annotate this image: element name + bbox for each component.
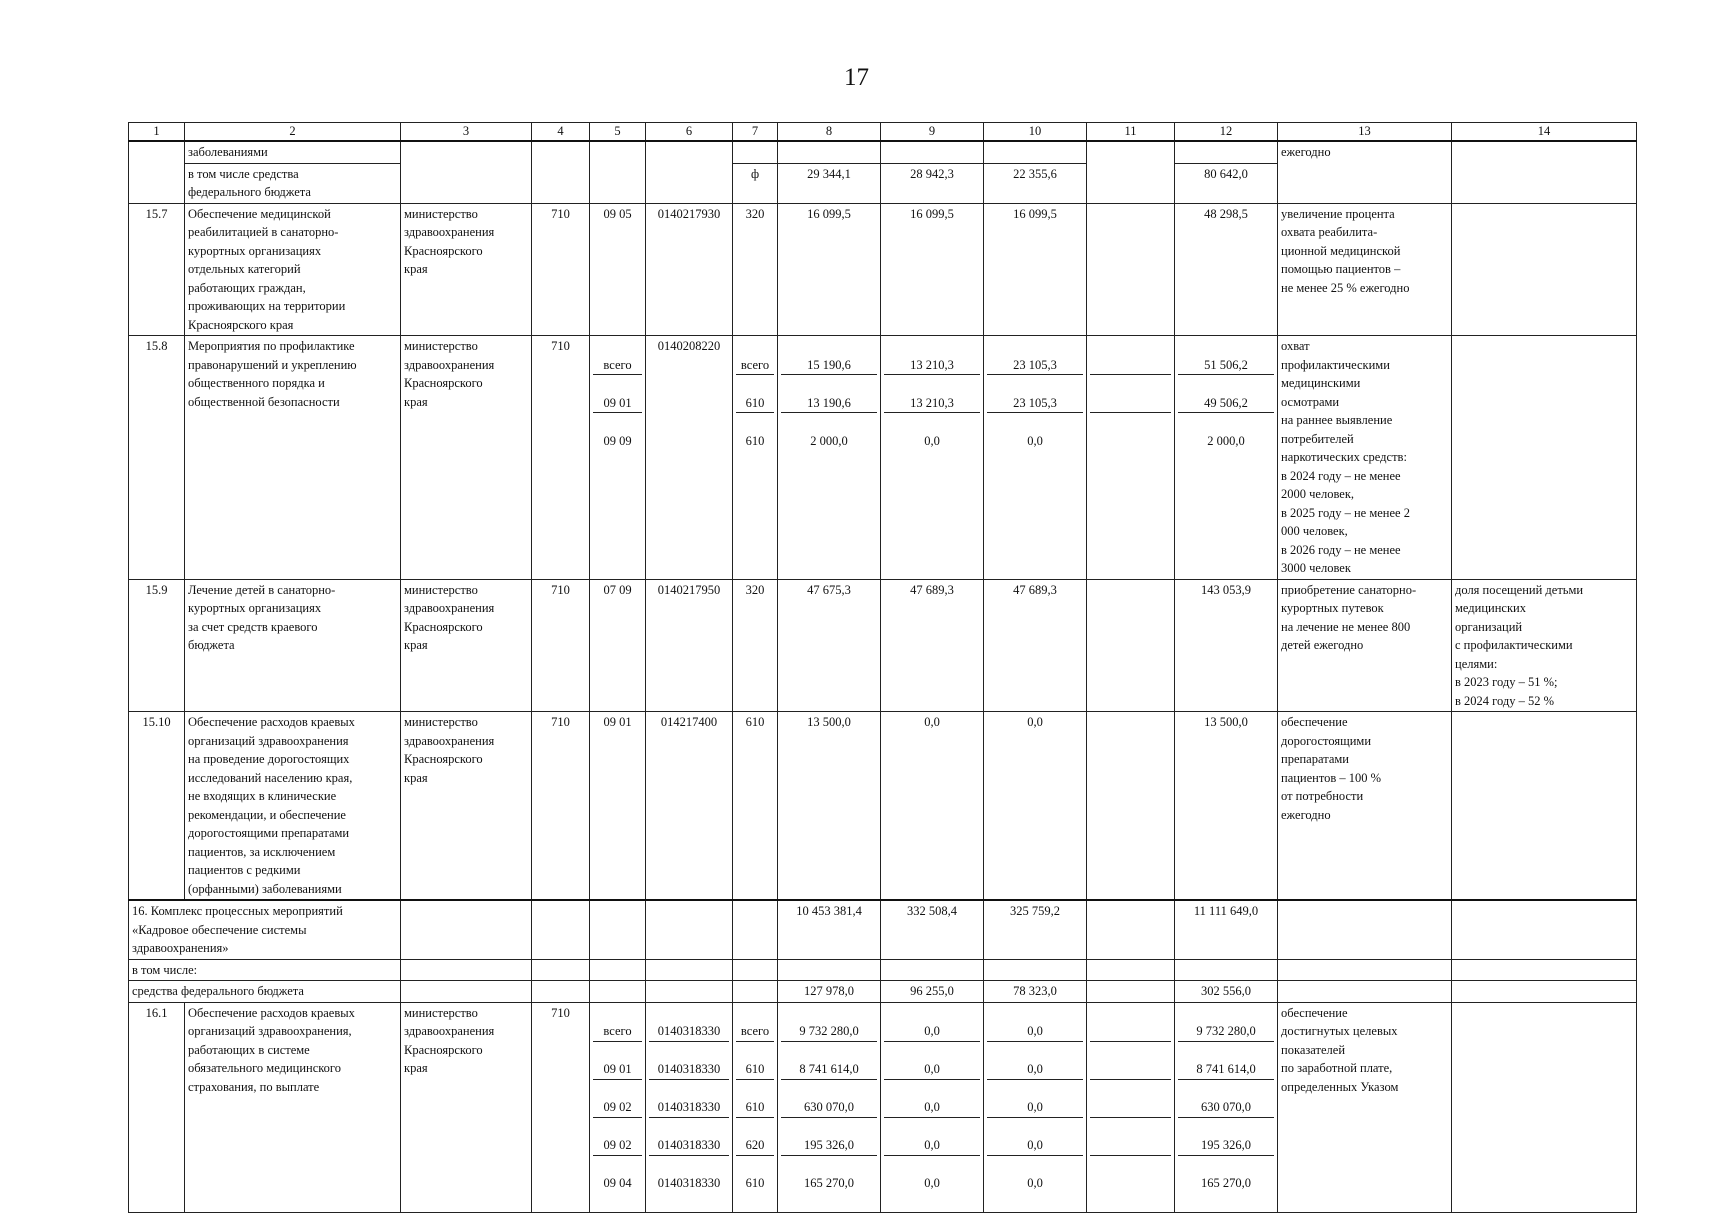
vr-cell: 320 <box>733 579 778 712</box>
year2-stack <box>881 1002 984 1213</box>
vr-cell: ф <box>733 163 778 203</box>
year2-cell: 28 942,3 <box>881 163 984 203</box>
year2-cell: 13 210,3 <box>884 356 980 376</box>
item-name: в том числе средства федерального бюджета <box>185 163 401 203</box>
indicator-note: доля посещений детьми медицинских организаций с профилактическими целями: в 2023 году – 51 %; в 2024 году – 52 % <box>1452 579 1637 712</box>
expected-result: ежегодно <box>1278 141 1452 203</box>
total-cell: 195 326,0 <box>1178 1136 1274 1156</box>
year3-cell: 22 355,6 <box>984 163 1087 203</box>
year3-cell: 47 689,3 <box>984 579 1087 712</box>
year1-cell: 127 978,0 <box>778 981 881 1003</box>
year1-stack <box>778 1002 881 1213</box>
federal-budget-label: средства федерального бюджета <box>129 981 401 1003</box>
year2-cell: 0,0 <box>884 1136 980 1156</box>
table-row <box>129 579 1637 712</box>
vr-cell: 610 <box>736 1060 774 1080</box>
rzpr-stack <box>590 1002 646 1213</box>
col-header: 6 <box>646 123 733 142</box>
rzpr-cell: 09 02 <box>593 1098 642 1118</box>
table-row <box>129 981 1637 1003</box>
total-cell: 2 000,0 <box>1207 433 1245 448</box>
csr-cell: 0140318330 <box>657 1176 721 1190</box>
year3-cell: 0,0 <box>987 1136 1083 1156</box>
year1-cell: 10 453 381,4 <box>778 900 881 959</box>
rzpr-cell: 09 04 <box>603 1176 632 1190</box>
vr-stack <box>733 1002 778 1213</box>
year1-cell: 29 344,1 <box>778 163 881 203</box>
year1-cell: 165 270,0 <box>804 1176 854 1190</box>
year1-cell: 13 500,0 <box>778 712 881 901</box>
col-header: 10 <box>984 123 1087 142</box>
col-header: 14 <box>1452 123 1637 142</box>
year1-cell: 47 675,3 <box>778 579 881 712</box>
year2-cell: 13 210,3 <box>884 394 980 414</box>
year3-cell: 0,0 <box>987 1022 1083 1042</box>
total-cell: 143 053,9 <box>1175 579 1278 712</box>
csr-cell: 014217400 <box>646 712 733 901</box>
item-number: 15.8 <box>129 336 185 580</box>
grbs-cell: 710 <box>532 579 590 712</box>
year1-cell: 630 070,0 <box>781 1098 877 1118</box>
grbs-cell: 710 <box>532 336 590 580</box>
expected-result: приобретение санаторно- курортных путевок на лечение не менее 800 детей ежегодно <box>1278 579 1452 712</box>
year3-cell: 23 105,3 <box>987 356 1083 376</box>
column-number-row <box>129 123 1637 142</box>
rzpr-cell: всего <box>593 1022 642 1042</box>
year2-cell: 0,0 <box>924 1176 940 1190</box>
year1-cell: 9 732 280,0 <box>781 1022 877 1042</box>
rzpr-cell: 09 02 <box>593 1136 642 1156</box>
section-row <box>129 900 1637 959</box>
year2-stack <box>881 336 984 580</box>
total-stack <box>1175 336 1278 580</box>
col-header: 7 <box>733 123 778 142</box>
year3-cell: 0,0 <box>984 712 1087 901</box>
csr-cell: 0140318330 <box>649 1136 729 1156</box>
table-row <box>129 336 1637 580</box>
col-header: 4 <box>532 123 590 142</box>
grbs-cell: 710 <box>532 1002 590 1213</box>
year2-cell: 96 255,0 <box>881 981 984 1003</box>
table-row <box>129 959 1637 981</box>
year3-cell: 325 759,2 <box>984 900 1087 959</box>
table-row <box>129 141 1637 163</box>
table-row <box>129 203 1637 336</box>
rzpr-cell: 07 09 <box>590 579 646 712</box>
vr-cell: 610 <box>745 1176 765 1190</box>
rzpr-cell: 09 01 <box>590 712 646 901</box>
vr-cell: 610 <box>733 712 778 901</box>
csr-cell: 0140217930 <box>646 203 733 336</box>
csr-cell: 0140208220 <box>646 336 733 580</box>
col-header: 12 <box>1175 123 1278 142</box>
csr-stack <box>646 1002 733 1213</box>
year3-cell: 16 099,5 <box>984 203 1087 336</box>
year3-cell: 78 323,0 <box>984 981 1087 1003</box>
executor: министерство здравоохранения Красноярского края <box>401 579 532 712</box>
executor: министерство здравоохранения Красноярского края <box>401 203 532 336</box>
total-cell: 48 298,5 <box>1175 203 1278 336</box>
rzpr-cell: всего <box>593 356 642 376</box>
total-cell: 13 500,0 <box>1175 712 1278 901</box>
year2-cell: 0,0 <box>881 712 984 901</box>
program-table <box>128 122 1637 1213</box>
including-label: в том числе: <box>129 959 401 981</box>
expected-result: обеспечение дорогостоящими препаратами пациентов – 100 % от потребности ежегодно <box>1278 712 1452 901</box>
grbs-cell: 710 <box>532 712 590 901</box>
year3-cell: 0,0 <box>1027 1176 1043 1190</box>
item-name: заболеваниями <box>185 141 401 163</box>
total-cell: 630 070,0 <box>1178 1098 1274 1118</box>
vr-stack <box>733 336 778 580</box>
item-name: Мероприятия по профилактике правонарушений и укреплению общественного порядка и общественной безопасности <box>185 336 401 580</box>
rzpr-cell: 09 09 <box>603 433 632 448</box>
year2-cell: 16 099,5 <box>881 203 984 336</box>
col-header: 13 <box>1278 123 1452 142</box>
executor: министерство здравоохранения Красноярского края <box>401 1002 532 1213</box>
vr-cell: 320 <box>733 203 778 336</box>
table-row <box>129 712 1637 901</box>
total-cell: 51 506,2 <box>1178 356 1274 376</box>
total-cell: 8 741 614,0 <box>1178 1060 1274 1080</box>
expected-result: обеспечение достигнутых целевых показателей по заработной плате, определенных Указом <box>1278 1002 1452 1213</box>
vr-cell: 610 <box>736 394 774 414</box>
item-name: Обеспечение медицинской реабилитацией в санаторно- курортных организациях отдельных категорий работающих граждан, проживающих на территории Красноярского края <box>185 203 401 336</box>
total-cell: 11 111 649,0 <box>1175 900 1278 959</box>
col-header: 1 <box>129 123 185 142</box>
year3-stack <box>984 336 1087 580</box>
executor: министерство здравоохранения Красноярского края <box>401 712 532 901</box>
year3-cell: 0,0 <box>987 1060 1083 1080</box>
total-cell: 165 270,0 <box>1201 1176 1251 1190</box>
item-number: 15.10 <box>129 712 185 901</box>
item-name: Обеспечение расходов краевых организаций здравоохранения на проведение дорогостоящих исследований населению края, не входящих в клинические рекомендации, и обеспечение дорогостоящими препаратами пациентов, за исключением пациентов с редкими (орфанными) заболеваниями <box>185 712 401 901</box>
item-name: Лечение детей в санаторно- курортных организациях за счет средств краевого бюджета <box>185 579 401 712</box>
csr-cell: 0140318330 <box>649 1060 729 1080</box>
csr-cell: 0140318330 <box>649 1098 729 1118</box>
year1-cell: 195 326,0 <box>781 1136 877 1156</box>
year3-cell: 0,0 <box>987 1098 1083 1118</box>
year1-cell: 15 190,6 <box>781 356 877 376</box>
total-cell: 49 506,2 <box>1178 394 1274 414</box>
year2-cell: 47 689,3 <box>881 579 984 712</box>
executor: министерство здравоохранения Красноярского края <box>401 336 532 580</box>
year3-cell: 23 105,3 <box>987 394 1083 414</box>
page-number: 17 <box>844 64 869 91</box>
table-row <box>129 1002 1637 1213</box>
item-number: 15.7 <box>129 203 185 336</box>
col-header: 11 <box>1087 123 1175 142</box>
year2-cell: 0,0 <box>884 1022 980 1042</box>
year1-cell: 13 190,6 <box>781 394 877 414</box>
year3-cell: 0,0 <box>1027 433 1043 448</box>
item-name: Обеспечение расходов краевых организаций здравоохранения, работающих в системе обязательного медицинского страхования, по выплате <box>185 1002 401 1213</box>
csr-cell: 0140217950 <box>646 579 733 712</box>
year3-stack <box>984 1002 1087 1213</box>
year1-cell: 8 741 614,0 <box>781 1060 877 1080</box>
year2-cell: 332 508,4 <box>881 900 984 959</box>
col-header: 9 <box>881 123 984 142</box>
section-title: 16. Комплекс процессных мероприятий «Кадровое обеспечение системы здравоохранения» <box>129 900 401 959</box>
vr-cell: 620 <box>736 1136 774 1156</box>
year2-cell: 0,0 <box>924 433 940 448</box>
item-number: 15.9 <box>129 579 185 712</box>
csr-cell: 0140318330 <box>649 1022 729 1042</box>
vr-cell: всего <box>736 356 774 376</box>
rzpr-cell: 09 01 <box>593 1060 642 1080</box>
total-cell: 80 642,0 <box>1175 163 1278 203</box>
rzpr-cell: 09 01 <box>593 394 642 414</box>
col-header: 3 <box>401 123 532 142</box>
total-cell: 9 732 280,0 <box>1178 1022 1274 1042</box>
year1-cell: 16 099,5 <box>778 203 881 336</box>
grbs-cell: 710 <box>532 203 590 336</box>
year2-cell: 0,0 <box>884 1060 980 1080</box>
year1-stack <box>778 336 881 580</box>
rzpr-stack <box>590 336 646 580</box>
vr-cell: 610 <box>736 1098 774 1118</box>
year2-cell: 0,0 <box>884 1098 980 1118</box>
rzpr-cell: 09 05 <box>590 203 646 336</box>
col-header: 8 <box>778 123 881 142</box>
expected-result: охват профилактическими медицинскими осмотрами на раннее выявление потребителей наркотических средств: в 2024 году – не менее 2000 человек, в 2025 году – не менее 2 000 человек, в 2026 году – не менее 3000 человек <box>1278 336 1452 580</box>
total-stack <box>1175 1002 1278 1213</box>
vr-cell: всего <box>736 1022 774 1042</box>
col-header: 5 <box>590 123 646 142</box>
total-cell: 302 556,0 <box>1175 981 1278 1003</box>
year1-cell: 2 000,0 <box>810 433 848 448</box>
item-number: 16.1 <box>129 1002 185 1213</box>
expected-result: увеличение процента охвата реабилита- ционной медицинской помощью пациентов – не менее 25 % ежегодно <box>1278 203 1452 336</box>
vr-cell: 610 <box>745 433 765 448</box>
col-header: 2 <box>185 123 401 142</box>
